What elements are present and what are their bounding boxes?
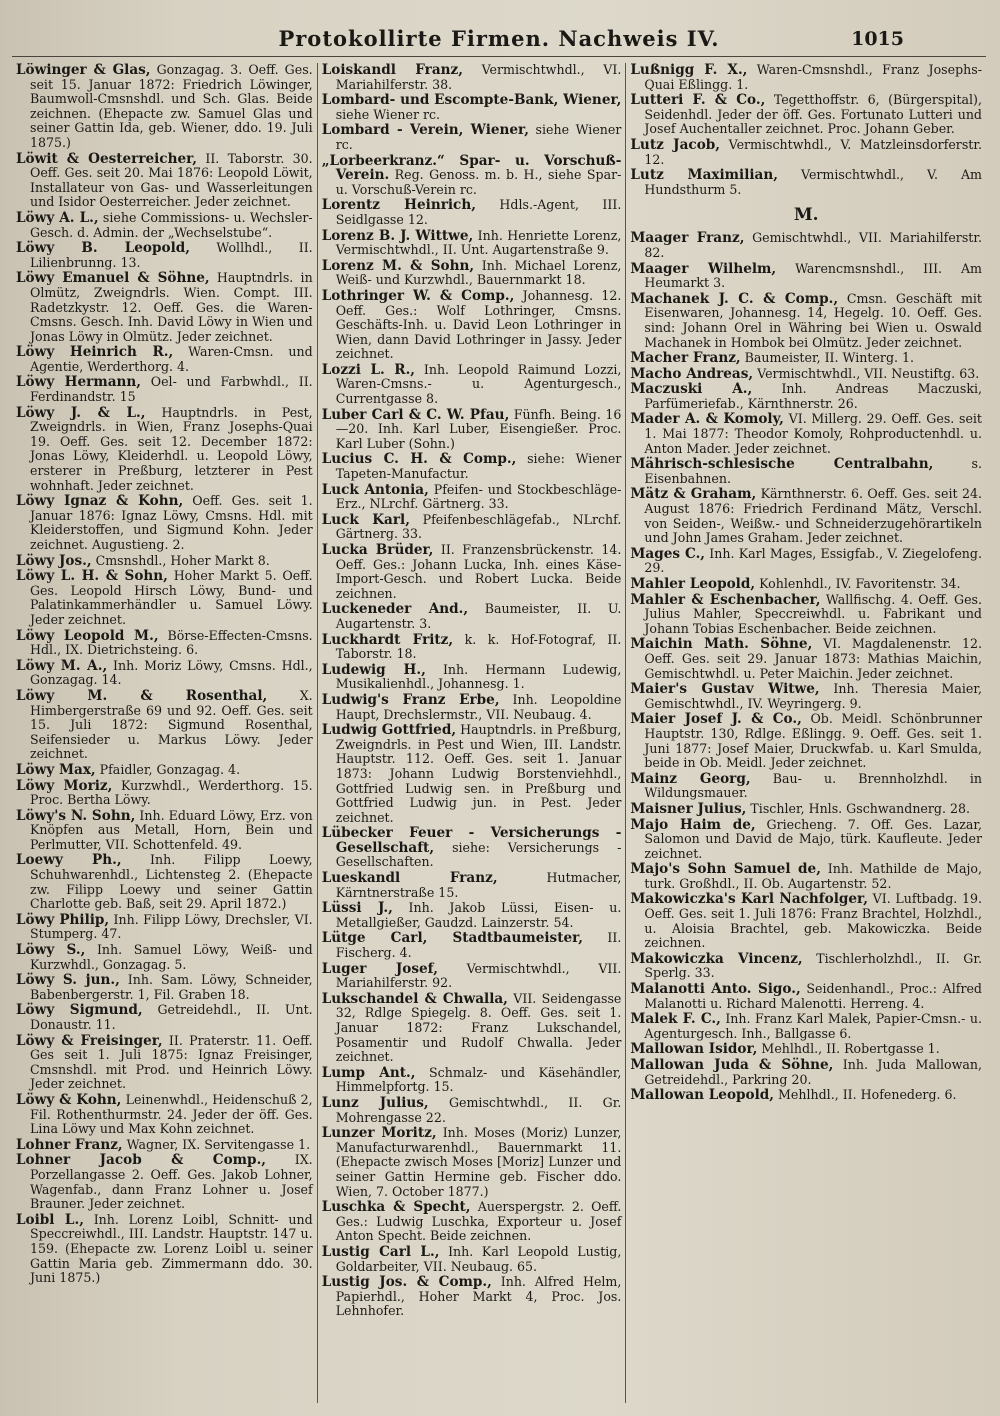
entry-details: Inh. Karl Leopold Lustig, Goldarbeiter, VII. Neubaug. 65. — [335, 1243, 622, 1274]
entry-details: VI. Luftbadg. 19. Oeff. Ges. seit 1. Juli 1876: Franz Brachtel, Holzhdl., u. Aloisia Brachtel, geb. Makowiczka. Beide zeichnen. — [644, 891, 982, 951]
directory-entry — [322, 543, 622, 601]
directory-entry — [322, 1245, 622, 1274]
directory-entry — [16, 763, 313, 778]
entry-details: Gemischtwhdl., VII. Mariahilferstr. 82. — [644, 230, 982, 260]
entry-details: II. Franzensbrückenstr. 14. Oeff. Ges.: Johann Lucka, Inh. eines Käse-Import-Gesch. und Robert Lucka. Beide zeichnen. — [335, 542, 622, 601]
directory-entry — [322, 229, 622, 258]
firm-name: Löwy Emanuel & Söhne, — [16, 270, 210, 287]
entry-details: Reg. Genoss. m. b. H., siehe Spar- u. Vorschuß-Verein rc. — [335, 167, 622, 197]
directory-entry — [630, 412, 982, 456]
firm-name: Löwy J. & L., — [16, 404, 146, 421]
directory-entry — [322, 663, 622, 692]
entry-details: Wollhdl., II. Lilienbrunng. 13. — [30, 240, 313, 270]
directory-entry — [16, 659, 313, 688]
entry-details: Pfaidler, Gonzagag. 4. — [99, 761, 241, 777]
entry-details: Tischler, Hnls. Gschwandnerg. 28. — [750, 800, 971, 816]
entry-details: siehe: Versicherungs - Gesellschaften. — [335, 839, 622, 870]
entry-details: Vermischtwhdl., VII. Neustiftg. 63. — [757, 365, 980, 381]
directory-entry — [16, 943, 313, 972]
entry-details: Inh. Samuel Löwy, Weiß- und Kurzwhdl., Gonzagag. 5. — [30, 942, 313, 972]
firm-name: Lustig Carl L., — [321, 1243, 440, 1260]
entry-details: VI. Millerg. 29. Oeff. Ges. seit 1. Mai 1877: Theodor Komoly, Rohproductenhdl. u. Anton Mader. Jeder zeichnet. — [644, 411, 982, 456]
firm-name: Löwy & Freisinger, — [16, 1032, 163, 1049]
firm-name: Lüssi J., — [321, 900, 393, 917]
directory-entry — [630, 1088, 982, 1103]
directory-entry — [16, 1003, 313, 1032]
entry-details: Pfeifenbeschlägefab., NLrchf. Gärtnerg. 33. — [335, 511, 622, 542]
firm-name: Maier's Gustav Witwe, — [630, 681, 820, 698]
firm-name: Lozzi L. R., — [321, 361, 416, 378]
directory-entry — [16, 375, 313, 404]
directory-entry — [322, 289, 622, 362]
directory-entry — [322, 408, 622, 452]
entry-details: Inh. Filipp Loewy, Schuhwarenhdl., Lichtensteg 2. (Ehepacte zw. Filipp Loewy und seiner Gattin Charlotte geb. Baß, seit 29. April 1872.) — [30, 852, 313, 912]
firm-name: Machanek J. C. & Comp., — [630, 290, 839, 307]
directory-entry — [16, 809, 313, 853]
firm-name: Löwy Philip, — [16, 911, 110, 928]
entry-details: Hdls.-Agent, III. Seidlgasse 12. — [335, 197, 622, 227]
firm-name: Löwy S., — [16, 942, 86, 959]
directory-entry — [630, 982, 982, 1011]
entry-details: Tischlerholzhdl., II. Gr. Sperlg. 33. — [644, 950, 982, 981]
directory-entry — [322, 1096, 622, 1125]
entry-details: Fünfh. Being. 16—20. Inh. Karl Luber, Eisengießer. Proc. Karl Luber (Sohn.) — [335, 406, 622, 451]
entry-details: Waren-Cmsn. und Agentie, Werderthorg. 4. — [30, 344, 313, 374]
directory-entry — [630, 168, 982, 197]
directory-entry — [16, 569, 313, 627]
directory-entry — [16, 1138, 313, 1153]
directory-entry — [322, 871, 622, 900]
firm-name: Maisner Julius, — [630, 800, 747, 817]
firm-name: Luckhardt Fritz, — [321, 631, 454, 648]
directory-entry — [322, 513, 622, 542]
entry-details: Inh. Sam. Löwy, Schneider, Babenbergerstr. 1, Fil. Graben 18. — [30, 972, 313, 1002]
directory-entry — [630, 712, 982, 770]
entry-details: Inh. Leopoldine Haupt, Drechslermstr., VII. Neubaug. 4. — [335, 691, 622, 722]
column-right — [626, 63, 986, 1403]
directory-entry — [16, 345, 313, 374]
firm-name: Lohner Jacob & Comp., — [16, 1152, 267, 1169]
firm-name: Löwy M. & Rosenthal, — [16, 687, 268, 704]
firm-name: Löwy Leopold M., — [16, 627, 159, 644]
columns — [12, 63, 986, 1403]
firm-name: Löwy M. A., — [16, 657, 108, 674]
entry-details: Warencmsnshdl., III. Am Heumarkt 3. — [644, 260, 982, 291]
directory-entry — [630, 637, 982, 681]
firm-name: „Lorbeerkranz.“ Spar- u. Vorschuß-Verein. — [321, 152, 622, 184]
firm-name: Mader A. & Komoly, — [630, 411, 784, 428]
entry-details: Getreidehdl., II. Unt. Donaustr. 11. — [30, 1002, 313, 1032]
firm-name: Mahler Leopold, — [630, 576, 756, 592]
directory-entry — [16, 1034, 313, 1092]
directory-entry — [322, 259, 622, 288]
directory-entry — [322, 452, 622, 481]
firm-name: Loibl L., — [16, 1211, 84, 1228]
entry-details: Johannesg. 12. Oeff. Ges.: Wolf Lothringer, Cmsns. Geschäfts-Inh. u. David Leon Lothringer in Wien, dann David Lothringer in Jassy. Jeder zeichnet. — [335, 287, 622, 362]
directory-entry — [630, 457, 982, 486]
entry-details: siehe: Wiener Tapeten-Manufactur. — [335, 451, 622, 482]
firm-name: Löwy Max, — [16, 761, 96, 778]
directory-entry — [630, 818, 982, 862]
directory-entry — [630, 231, 982, 260]
entry-details: Oel- und Farbwhdl., II. Ferdinandstr. 15 — [30, 374, 313, 405]
column-middle — [317, 63, 627, 1403]
firm-name: Malek F. C., — [630, 1011, 721, 1028]
firm-name: Lump Ant., — [321, 1064, 416, 1081]
directory-entry — [16, 63, 313, 151]
directory-entry — [16, 271, 313, 344]
directory-entry — [16, 913, 313, 942]
directory-entry — [630, 262, 982, 291]
firm-name: Ludwig Gottfried, — [321, 722, 457, 739]
firm-name: Lucka Brüder, — [321, 542, 434, 558]
firm-name: Makowiczka's Karl Nachfolger, — [630, 891, 868, 908]
firm-name: Lunz Julius, — [321, 1094, 429, 1111]
firm-name: Lohner Franz, — [16, 1136, 123, 1153]
entry-details: Waren-Cmsnshdl., Franz Josephs-Quai Eßlingg. 1. — [644, 63, 982, 92]
directory-entry — [630, 63, 982, 92]
entry-details: Bau- u. Brennholzhdl. in Wildungsmauer. — [644, 770, 982, 801]
entry-details: siehe Wiener rc. — [335, 106, 441, 122]
entry-details: Börse-Effecten-Cmsns. Hdl., IX. Dietrichsteing. 6. — [30, 627, 313, 658]
directory-entry — [630, 1012, 982, 1041]
entry-details: Pfeifen- und Stockbeschläge-Erz., NLrchf. Gärtnerg. 33. — [335, 481, 622, 512]
entry-details: Hauptndrls. in Olmütz, Zweigndrls. Wien. Compt. III. Radetzkystr. 12. Oeff. Ges. die Waren-Cmsns. Gesch. Inh. David Löwy in Wien und Jonas Löwy in Olmütz. Jeder zeichnet. — [30, 270, 313, 344]
directory-entry — [322, 1126, 622, 1199]
directory-entry — [322, 93, 622, 122]
directory-entry — [630, 952, 982, 981]
entry-details: s. Eisenbahnen. — [644, 456, 982, 486]
directory-entry — [16, 554, 313, 569]
entry-details: Gonzagag. 3. Oeff. Ges. seit 15. Januar 1872: Friedrich Löwinger, Baumwoll-Cmsnshdl. und Sch. Glas. Beide zeichnen. (Ehepacte zw. Samuel Glas und seiner Gattin Ida, geb. Wiener, ddo. 19. Juli 1875.) — [30, 63, 313, 150]
entry-details: Inh. Eduard Löwy, Erz. von Knöpfen aus Metall, Horn, Bein und Perlmutter, VII. Schottenfeld. 49. — [30, 807, 313, 852]
firm-name: Malanotti Anto. Sigo., — [630, 981, 801, 998]
firm-name: Loewy Ph., — [16, 852, 122, 869]
directory-entry — [16, 1093, 313, 1137]
firm-name: Majo's Sohn Samuel de, — [630, 861, 821, 878]
directory-entry — [322, 826, 622, 870]
firm-name: Mätz & Graham, — [630, 486, 757, 503]
firm-name: Lombard - Verein, Wiener, — [321, 122, 529, 139]
firm-name: Luber Carl & C. W. Pfau, — [321, 406, 510, 423]
entry-details: Inh. Juda Mallowan, Getreidehdl., Parkring 20. — [644, 1057, 982, 1087]
directory-entry — [16, 211, 313, 240]
page-header — [12, 22, 986, 57]
entry-details: Inh. Alfred Helm, Papierhdl., Hoher Markt 4, Proc. Jos. Lehnhofer. — [335, 1274, 622, 1319]
directory-entry — [16, 629, 313, 658]
directory-entry — [16, 241, 313, 270]
directory-entry — [322, 931, 622, 960]
entry-details: Inh. Franz Karl Malek, Papier-Cmsn.- u. Agenturgesch. Inh., Ballgasse 6. — [644, 1011, 982, 1041]
directory-entry — [630, 487, 982, 545]
directory-entry — [630, 1058, 982, 1087]
firm-name: Löwy & Kohn, — [16, 1091, 122, 1108]
directory-entry — [322, 992, 622, 1065]
firm-name: Löwy Heinrich R., — [16, 344, 174, 361]
entry-details: Kurzwhdl., Werderthorg. 15. Proc. Bertha Löwy. — [30, 777, 313, 808]
directory-entry — [630, 593, 982, 637]
entry-details: k. k. Hof-Fotograf, II. Taborstr. 18. — [335, 631, 622, 662]
section-letter: M. — [793, 205, 819, 226]
entry-details: Inh. Mathilde de Majo, turk. Großhdl., II. Ob. Augartenstr. 52. — [644, 861, 982, 891]
directory-entry — [630, 547, 982, 576]
directory-entry — [16, 1153, 313, 1211]
firm-name: Ludewig H., — [321, 661, 426, 678]
entry-details: II. Praterstr. 11. Oeff. Ges seit 1. Juli 1875: Ignaz Freisinger, Cmsnshdl. mit Prod. und Heinrich Löwy. Jeder zeichnet. — [30, 1032, 313, 1092]
entry-details: Wallfischg. 4. Oeff. Ges. Julius Mahler, Speccreiwhdl. u. Fabrikant und Johann Tobias Eschenbacher. Beide zeichnen. — [644, 591, 982, 636]
firm-name: Lorenz B. J. Wittwe, — [321, 227, 474, 244]
firm-name: Löwit & Oesterreicher, — [16, 150, 198, 167]
directory-entry — [322, 63, 622, 92]
firm-name: Lußnigg F. X., — [630, 63, 748, 78]
entry-details: siehe Wiener rc. — [335, 122, 622, 152]
entry-details: Hauptndrls. in Pest, Zweigndrls. in Wien, Franz Josephs-Quai 19. Oeff. Ges. seit 12. December 1872: Jonas Löwy, Kleiderhdl. u. Leopold Löwy, ersterer in Preßburg, letzterer in Pest wohnhaft. Jeder zeichnet. — [30, 404, 313, 493]
firm-name: Lutz Maximilian, — [630, 167, 778, 184]
firm-name: Ludwig's Franz Erbe, — [321, 691, 500, 708]
entry-details: Tegetthoffstr. 6, (Bürgerspital), Seidenhdl. Jeder der öff. Ges. Fortunato Lutteri und Josef Auchentaller zeichnet. Proc. Johann Geber. — [644, 92, 982, 137]
directory-entry — [630, 1042, 982, 1057]
directory-entry — [630, 93, 982, 137]
entry-details: Leinenwhdl., Heidenschuß 2, Fil. Rothenthurmstr. 24. Jeder der öff. Ges. Lina Löwy und Max Kohn zeichnet. — [30, 1091, 313, 1137]
directory-entry — [322, 602, 622, 631]
firm-name: Lutz Jacob, — [630, 136, 720, 153]
directory-entry — [630, 772, 982, 801]
entry-details: II. Taborstr. 30. Oeff. Ges. seit 20. Mai 1876: Leopold Löwit, Installateur von Gas- und Wasserleitungen und Isidor Oesterreicher. Jeder zeichnet. — [30, 150, 313, 210]
firm-name: Mallowan Leopold, — [630, 1087, 774, 1104]
directory-entry — [322, 962, 622, 991]
directory-entry — [322, 1200, 622, 1244]
firm-name: Löwy B. Leopold, — [16, 240, 190, 257]
firm-name: Macho Andreas, — [630, 365, 754, 382]
firm-name: Luger Josef, — [321, 960, 438, 977]
directory-entry — [322, 633, 622, 662]
entry-details: Vermischtwhdl., V. Matzleinsdorferstr. 12. — [644, 136, 982, 167]
entry-details: Inh. Theresia Maier, Gemischtwhdl., IV. Weyringerg. 9. — [644, 681, 982, 711]
firm-name: Luck Antonia, — [321, 481, 429, 498]
entry-details: Griecheng. 7. Off. Ges. Lazar, Salomon und David de Majo, türk. Kaufleute. Jeder zeichnet. — [644, 816, 982, 861]
directory-entry — [322, 154, 622, 198]
firm-name: Löwy Jos., — [16, 552, 92, 569]
entry-details: Inh. Hermann Ludewig, Musikalienhdl., Johannesg. 1. — [335, 661, 622, 692]
entry-details: Inh. Michael Lorenz, Weiß- und Kurzwhdl., Bauernmarkt 18. — [335, 257, 622, 288]
entry-details: Inh. Henriette Lorenz, Vermischtwhdl., II. Unt. Augartenstraße 9. — [335, 227, 622, 258]
directory-entry — [16, 406, 313, 494]
firm-name: Löwy Hermann, — [16, 374, 142, 391]
firm-name: Makowiczka Vincenz, — [630, 950, 803, 967]
firm-name: Maier Josef J. & Co., — [630, 711, 802, 728]
firm-name: Mainz Georg, — [630, 770, 751, 787]
firm-name: Mallowan Isidor, — [630, 1041, 758, 1058]
firm-name: Lombard- und Escompte-Bank, Wiener, — [321, 92, 622, 109]
entry-details: Inh. Filipp Löwy, Drechsler, VI. Stumperg. 47. — [30, 911, 313, 942]
entry-details: Oeff. Ges. seit 1. Januar 1876: Ignaz Löwy, Cmsns. Hdl. mit Kleiderstoffen, und Sigmund Kohn. Jeder zeichnet. Augustieng. 2. — [30, 493, 313, 552]
directory-entry — [630, 862, 982, 891]
firm-name: Luckeneder And., — [321, 601, 469, 618]
directory-entry — [630, 367, 982, 382]
entry-details: Mehlhdl., II. Robertgasse 1. — [761, 1041, 940, 1057]
entry-details: IX. Porzellangasse 2. Oeff. Ges. Jakob Lohner, Wagenfab., dann Franz Lohner u. Josef Brauner. Jeder zeichnet. — [30, 1152, 313, 1212]
entry-details: Inh. Leopold Raimund Lozzi, Waren-Cmsns.- u. Agenturgesch., Currentgasse 8. — [335, 361, 622, 407]
directory-entry — [16, 1213, 313, 1286]
firm-name: Löwy A. L., — [16, 209, 99, 226]
firm-name: Maczuski A., — [630, 381, 753, 398]
entry-details: Vermischtwhdl., VII. Mariahilferstr. 92. — [335, 960, 622, 991]
directory-entry — [322, 901, 622, 930]
firm-name: Lueskandl Franz, — [321, 870, 498, 887]
entry-details: Seidenhandl., Proc.: Alfred Malanotti u. Richard Malenotti. Herreng. 4. — [644, 981, 982, 1011]
entry-details: Cmsn. Geschäft mit Eisenwaren, Johannesg. 14, Hegelg. 10. Oeff. Ges. sind: Johann Orel in Währing bei Wien u. Oswald Machanek in Hombok bei Olmütz. Jeder zeichnet. — [644, 290, 982, 350]
entry-details: Gemischtwhdl., II. Gr. Mohrengasse 22. — [335, 1094, 622, 1125]
entry-details: Hauptndrls. in Preßburg, Zweigndrls. in Pest und Wien, III. Landstr. Hauptstr. 112. Oeff. Ges. seit 1. Januar 1873: Johann Ludwig Borstenviehhdl., Gottfried Ludwig sen. in Preßburg und Gottfried Ludwig jun. in Pest. Jeder zeichnet. — [335, 722, 622, 825]
firm-name: Löwy Sigmund, — [16, 1002, 143, 1019]
entry-details: Kohlenhdl., IV. Favoritenstr. 34. — [759, 576, 961, 591]
firm-name: Lorentz Heinrich, — [321, 197, 476, 214]
firm-name: Mallowan Juda & Söhne, — [630, 1057, 834, 1073]
entry-details: Inh. Lorenz Loibl, Schnitt- und Speccreiwhdl., III. Landstr. Hauptstr. 147 u. 159. (Ehepacte zw. Lorenz Loibl u. seiner Gattin Maria geb. Zimmermann ddo. 30. Juni 1875.) — [30, 1211, 313, 1286]
firm-name: Lutteri F. & Co., — [630, 92, 766, 109]
entry-details: Inh. Jakob Lüssi, Eisen- u. Metallgießer, Gaudzd. Lainzerstr. 54. — [335, 900, 622, 930]
firm-name: Löwy S. jun., — [16, 972, 120, 989]
firm-name: Luschka & Specht, — [321, 1199, 471, 1216]
directory-entry — [630, 351, 982, 366]
entry-details: Mehlhdl., II. Hofenederg. 6. — [778, 1087, 957, 1103]
firm-name: Mages C., — [630, 545, 706, 562]
firm-name: Löwy Moriz, — [16, 777, 113, 794]
firm-name: Lunzer Moritz, — [321, 1125, 437, 1142]
entry-details: Hoher Markt 5. Oeff. Ges. Leopold Hirsch Löwy, Bund- und Palatinkammerhändler u. Samuel Löwy. Jeder zeichnet. — [30, 568, 313, 627]
column-left — [12, 63, 317, 1403]
entry-details: VII. Seidengasse 32, Rdlge Spiegelg. 8. Oeff. Ges. seit 1. Januar 1872: Franz Lukschandel, Posamentir und Rudolf Chwalla. Jeder zeichnet. — [335, 990, 622, 1065]
firm-name: Löwy Ignaz & Kohn, — [16, 493, 184, 510]
entry-details: Schmalz- und Käsehändler, Himmelpfortg. 15. — [335, 1064, 622, 1095]
entry-details: Cmsnshdl., Hoher Markt 8. — [95, 552, 270, 568]
firm-name: Mährisch-schlesische Centralbahn, — [630, 456, 934, 473]
firm-name: Macher Franz, — [630, 350, 741, 367]
directory-entry — [322, 123, 622, 152]
directory-entry — [16, 779, 313, 808]
firm-name: Mahler & Eschenbacher, — [630, 591, 821, 608]
firm-name: Löwy L. H. & Sohn, — [16, 568, 168, 585]
firm-name: Löwy's N. Sohn, — [16, 807, 136, 824]
entry-details: II. Fischerg. 4. — [335, 930, 622, 961]
directory-entry — [322, 723, 622, 825]
directory-entry — [322, 1066, 622, 1095]
firm-name: Lucius C. H. & Comp., — [321, 451, 517, 468]
entry-details: Hutmacher, Kärntnerstraße 15. — [335, 870, 622, 900]
directory-entry — [630, 577, 982, 592]
entry-details: Inh. Karl Mages, Essigfab., V. Ziegelofeng. 29. — [644, 545, 982, 576]
entry-details: Inh. Moriz Löwy, Cmsns. Hdl., Gonzagag. 14. — [30, 657, 313, 688]
entry-details: Inh. Moses (Moriz) Lunzer, Manufacturwarenhdl., Bauernmarkt 11. (Ehepacte zwisch Moses [Moriz] Lunzer und seiner Gattin Hermine geb. Fischer ddo. Wien, 7. October 1877.) — [335, 1125, 622, 1199]
firm-name: Maichin Math. Söhne, — [630, 636, 813, 653]
directory-entry — [630, 138, 982, 167]
directory-entry — [630, 382, 982, 411]
firm-name: Lustig Jos. & Comp., — [321, 1274, 492, 1291]
directory-entry — [16, 689, 313, 762]
directory-entry — [630, 682, 982, 711]
entry-details: X. Himbergerstraße 69 und 92. Oeff. Ges. seit 15. Juli 1872: Sigmund Rosenthal, Seifensieder u. Markus Löwy. Jeder zeichnet. — [30, 687, 313, 762]
firm-name: Lukschandel & Chwalla, — [321, 990, 508, 1007]
directory-entry — [322, 198, 622, 227]
page-number: 1015 — [851, 28, 904, 50]
directory-entry — [322, 483, 622, 512]
firm-name: Lothringer W. & Comp., — [321, 287, 515, 304]
directory-entry — [16, 973, 313, 1002]
directory-entry — [322, 1275, 622, 1319]
firm-name: Maager Wilhelm, — [630, 260, 777, 277]
directory-entry — [630, 802, 982, 817]
directory-entry — [630, 292, 982, 350]
firm-name: Lübecker Feuer - Versicherungs - Gesellschaft, — [321, 825, 622, 856]
entry-details: Baumeister, II. U. Augartenstr. 3. — [335, 601, 622, 631]
entry-details: VI. Magdalenenstr. 12. Oeff. Ges. seit 29. Januar 1873: Mathias Maichin, Gemischtwhdl. u. Peter Maichin. Jeder zeichnet. — [644, 636, 982, 681]
directory-entry — [630, 892, 982, 950]
firm-name: Löwinger & Glas, — [16, 63, 151, 78]
directory-entry — [322, 363, 622, 407]
directory-entry — [16, 494, 313, 552]
entry-details: Kärnthnerstr. 6. Oeff. Ges. seit 24. August 1876: Friedrich Ferdinand Mätz, Verschl. von Seiden-, Weißw.- und Schneiderzugehörartikeln und John James Graham. Jeder zeichnet. — [644, 486, 982, 546]
entry-details: Auerspergstr. 2. Oeff. Ges.: Ludwig Luschka, Exporteur u. Josef Anton Specht. Beide zeichnen. — [335, 1199, 622, 1244]
firm-name: Luck Karl, — [321, 511, 410, 528]
directory-entry — [16, 152, 313, 210]
entry-details: Baumeister, II. Winterg. 1. — [744, 350, 915, 366]
entry-details: Wagner, IX. Servitengasse 1. — [126, 1136, 311, 1152]
firm-name: Lütge Carl, Stadtbaumeister, — [321, 930, 584, 947]
firm-name: Maager Franz, — [630, 230, 745, 247]
directory-entry — [16, 853, 313, 911]
page-title: Protokollirte Firmen. Nachweis IV. — [278, 26, 720, 51]
directory-entry — [322, 693, 622, 722]
firm-name: Loiskandl Franz, — [321, 63, 463, 78]
firm-name: Lorenz M. & Sohn, — [321, 257, 475, 274]
entry-details: siehe Commissions- u. Wechsler-Gesch. d. Admin. der „Wechselstube“. — [30, 209, 313, 240]
entry-details: Inh. Andreas Maczuski, Parfümeriefab., Kärnthnerstr. 26. — [644, 381, 983, 411]
entry-details: Vermischtwhdl., VI. Mariahilferstr. 38. — [335, 63, 622, 92]
entry-details: Vermischtwhdl., V. Am Hundsthurm 5. — [644, 167, 982, 197]
firm-name: Majo Haim de, — [630, 816, 756, 833]
entry-details: Ob. Meidl. Schönbrunner Hauptstr. 130, Rdlge. Eßlingg. 9. Oeff. Ges. seit 1. Juni 1877: Josef Maier, Druckwfab. u. Karl Smulda, beide in Ob. Meidl. Jeder zeichnet. — [644, 711, 982, 771]
